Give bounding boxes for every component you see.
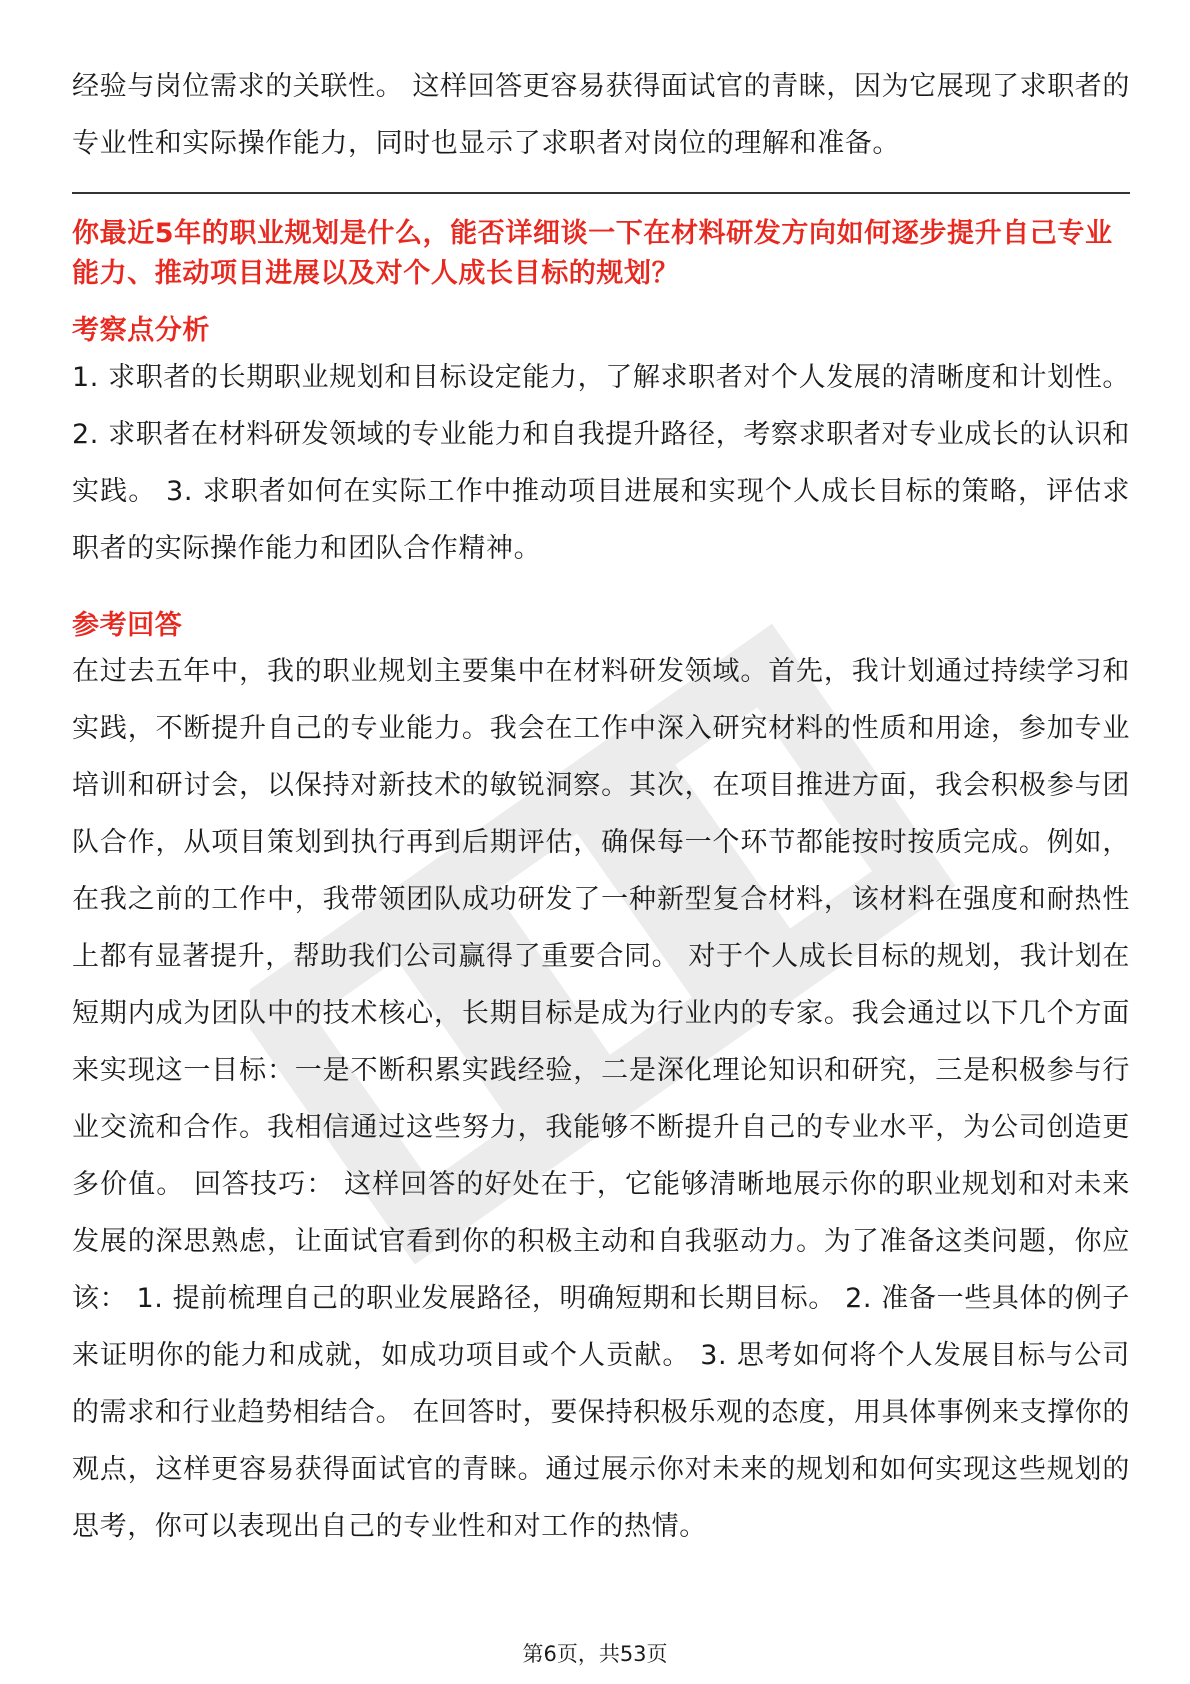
section-divider — [72, 192, 1130, 194]
intro-paragraph: 经验与岗位需求的关联性。 这样回答更容易获得面试官的青睐，因为它展现了求职者的专业性和实际操作能力，同时也显示了求职者对岗位的理解和准备。 — [72, 71, 1130, 159]
analysis-paragraph: 1. 求职者的长期职业规划和目标设定能力，了解求职者对个人发展的清晰度和计划性。 2. 求职者在材料研发领域的专业能力和自我提升路径，考察求职者对专业成长的认识和实践。 3. 求职者如何在实际工作中推动项目进展和实现个人成长目标的策略，评估求职者的实际操作能力和团队合作精神。 — [72, 362, 1130, 564]
page-number: 第6页，共53页 — [522, 1642, 668, 1666]
answer-section — [72, 643, 1130, 1555]
document-page — [72, 0, 1130, 172]
answer-heading: 参考回答 — [72, 610, 183, 641]
interview-question: 你最近5年的职业规划是什么，能否详细谈一下在材料研发方向如何逐步提升自己专业能力、推动项目进展以及对个人成长目标的规划？ — [72, 218, 1113, 289]
analysis-section — [72, 349, 1130, 577]
answer-paragraph: 在过去五年中，我的职业规划主要集中在材料研发领域。首先，我计划通过持续学习和实践，不断提升自己的专业能力。我会在工作中深入研究材料的性质和用途，参加专业培训和研讨会，以保持对新技术的敏锐洞察。其次，在项目推进方面，我会积极参与团队合作，从项目策划到执行再到后期评估，确保每一个环节都能按时按质完成。例如，在我之前的工作中，我带领团队成功研发了一种新型复合材料，该材料在强度和耐热性上都有显著提升，帮助我们公司赢得了重要合同。 对于个人成长目标的规划，我计划在短期内成为团队中的技术核心，长期目标是成为行业内的专家。我会通过以下几个方面来实现这一目标：一是不断积累实践经验，二是深化理论知识和研究，三是积极参与行业交流和合作。我相信通过这些努力，我能够不断提升自己的专业水平，为公司创造更多价值。 回答技巧： 这样回答的好处在于，它能够清晰地展示你的职业规划和对未来发展的深思熟虑，让面试官看到你的积极主动和自我驱动力。为了准备这类问题，你应该： 1. 提前梳理自己的职业发展路径，明确短期和长期目标。 2. 准备一些具体的例子来证明你的能力和成就，如成功项目或个人贡献。 3. 思考如何将个人发展目标与公司的需求和行业趋势相结合。 在回答时，要保持积极乐观的态度，用具体事例来支撑你的观点，这样更容易获得面试官的青睐。通过展示你对未来的规划和如何实现这些规划的思考，你可以表现出自己的专业性和对工作的热情。 — [72, 656, 1130, 1542]
analysis-heading: 考察点分析 — [72, 315, 210, 346]
